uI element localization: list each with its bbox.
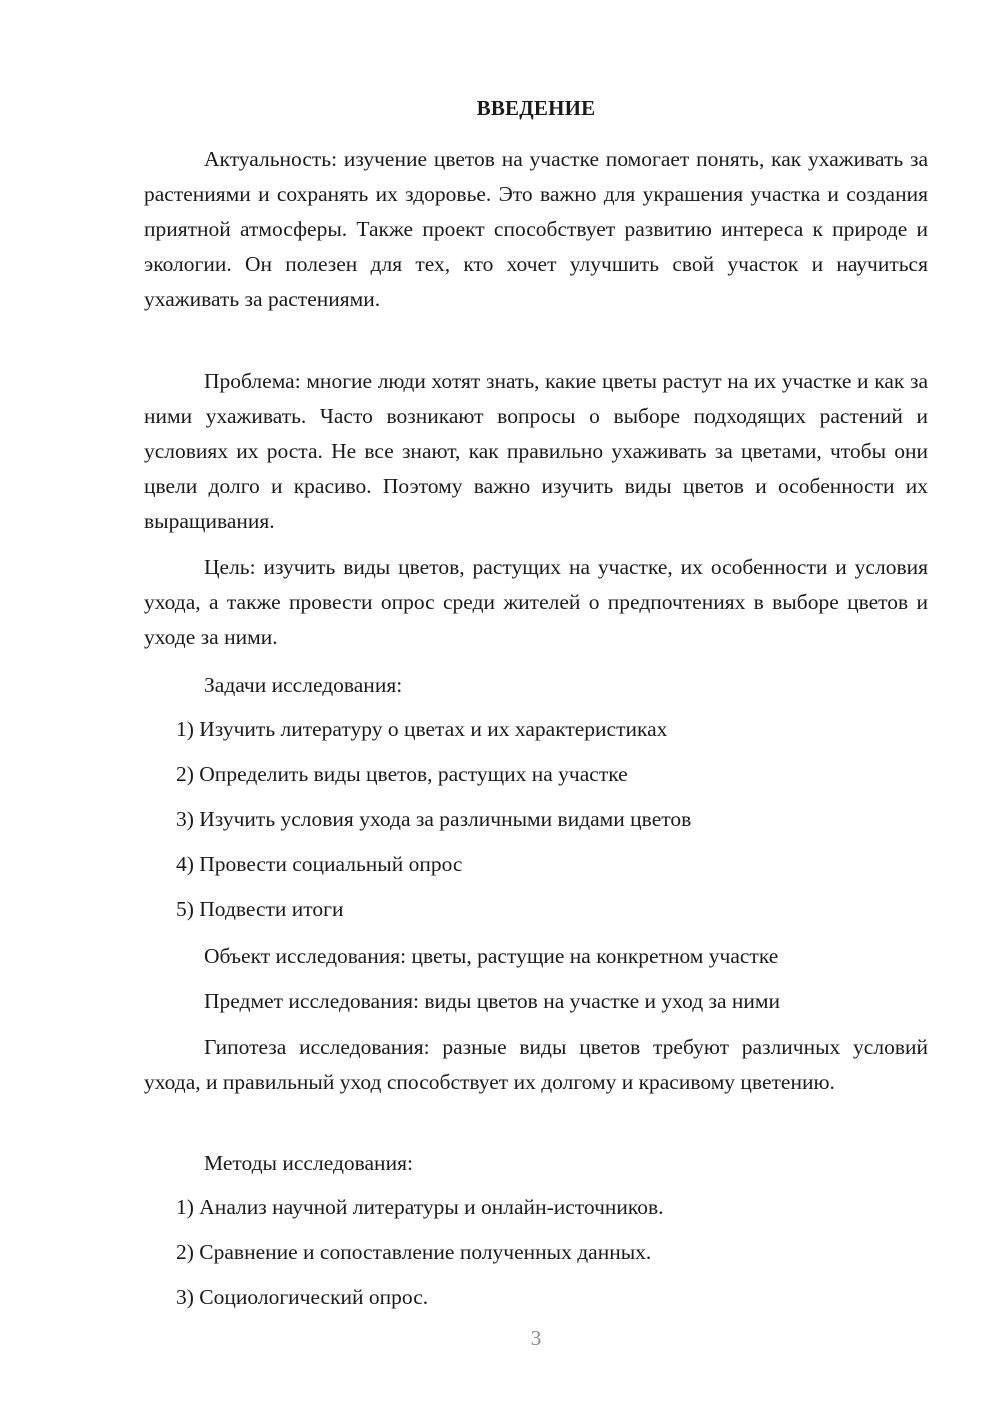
methods-list	[144, 1190, 928, 1315]
tasks-section	[144, 668, 928, 703]
problem-paragraph: Проблема: многие люди хотят знать, какие цветы растут на их участке и как за ними ухаживать. Часто возникают вопросы о выборе подходящих растений и условиях их роста. Не все знают, как правильно ухаживать за цветами, чтобы они цвели долго и красиво. Поэтому важно изучить виды цветов и особенности их выращивания.	[144, 369, 928, 533]
methods-title: Методы исследования:	[204, 1151, 413, 1175]
section-heading: ВВЕДЕНИЕ	[476, 96, 596, 120]
problem-block	[144, 364, 928, 539]
methods-section	[144, 1146, 928, 1181]
task-item-5: 5) Подвести итоги	[176, 897, 344, 921]
task-item-2: 2) Определить виды цветов, растущих на участке	[176, 762, 628, 786]
tasks-title: Задачи исследования:	[204, 673, 403, 697]
hypothesis-block	[144, 1030, 928, 1100]
method-item-2: 2) Сравнение и сопоставление полученных данных.	[176, 1240, 652, 1264]
relevance-paragraph: Актуальность: изучение цветов на участке помогает понять, как ухаживать за растениями и сохранять их здоровье. Это важно для украшения участка и создания приятной атмосферы. Также проект способствует развитию интереса к природе и экологии. Он полезен для тех, кто хочет улучшить свой участок и научиться ухаживать за растениями.	[144, 147, 928, 311]
research-object: Объект исследования: цветы, растущие на конкретном участке	[204, 944, 779, 968]
relevance-block	[144, 142, 928, 317]
page-number: 3	[530, 1326, 542, 1350]
research-hypothesis: Гипотеза исследования: разные виды цветов требуют различных условий ухода, и правильный уход способствует их долгому и красивому цветению.	[144, 1035, 928, 1094]
task-item-1: 1) Изучить литературу о цветах и их характеристиках	[176, 717, 668, 741]
goal-block	[144, 550, 928, 655]
method-item-3: 3) Социологический опрос.	[176, 1285, 429, 1309]
goal-paragraph: Цель: изучить виды цветов, растущих на участке, их особенности и условия ухода, а также провести опрос среди жителей о предпочтениях в выборе цветов и уходе за ними.	[144, 555, 928, 649]
tasks-list	[144, 712, 928, 927]
subject-block	[144, 984, 928, 1019]
task-item-3: 3) Изучить условия ухода за различными видами цветов	[176, 807, 692, 831]
method-item-1: 1) Анализ научной литературы и онлайн-источников.	[176, 1195, 664, 1219]
object-block	[144, 939, 928, 974]
task-item-4: 4) Провести социальный опрос	[176, 852, 463, 876]
research-subject: Предмет исследования: виды цветов на участке и уход за ними	[204, 989, 781, 1013]
